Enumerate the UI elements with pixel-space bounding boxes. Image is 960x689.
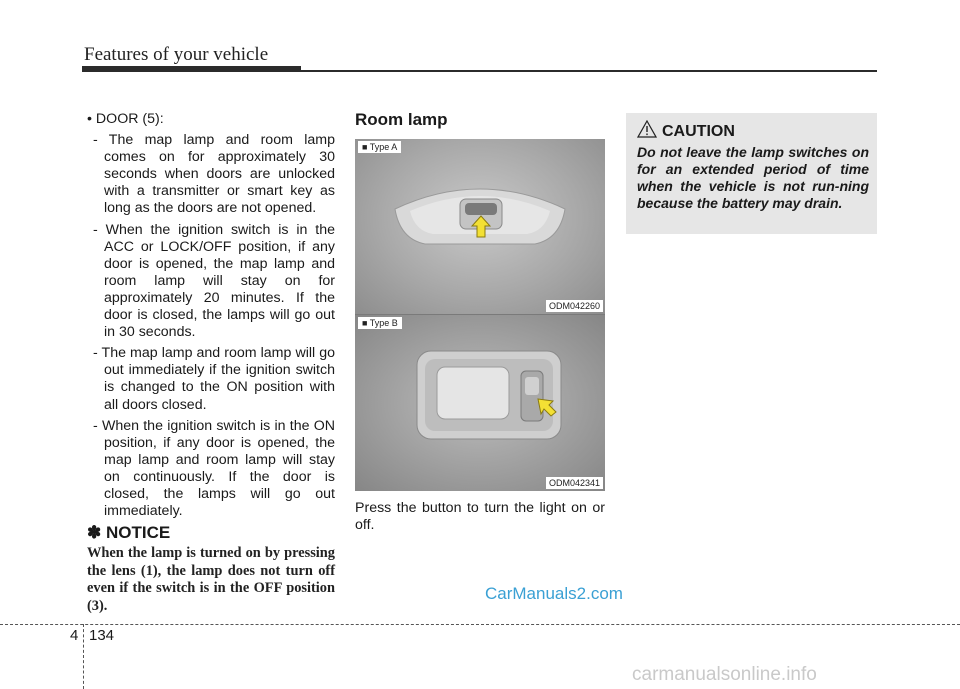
notice-body: When the lamp is turned on by pressing the lens (1), the lamp does not turn off even if the switch is in the OFF position (3). — [87, 545, 335, 614]
room-lamp-body: Press the button to turn the light on or off. — [355, 500, 605, 533]
page-number: 134 — [89, 627, 115, 644]
header-rule — [82, 70, 877, 72]
caution-body: Do not leave the lamp switches on for an extended period of time when the vehicle is not run-ning because the battery may drain. — [637, 144, 869, 211]
figure-b-code: ODM042341 — [546, 477, 603, 489]
room-lamp-title: Room lamp — [355, 110, 448, 129]
warning-triangle-icon — [637, 120, 657, 138]
figure-a-code: ODM042260 — [546, 300, 603, 312]
notice-title: ✽ NOTICE — [87, 523, 171, 542]
site-watermark: carmanualsonline.info — [632, 664, 817, 685]
room-lamp-type-a-illustration — [355, 139, 605, 314]
door-section — [87, 111, 335, 524]
footer-divider — [83, 624, 84, 689]
figure-type-a — [355, 139, 605, 314]
watermark: CarManuals2.com — [485, 584, 623, 603]
chapter-number: 4 — [70, 627, 79, 644]
door-item-2: - When the ignition switch is in the ACC or LOCK/OFF position, if any door is opened, the map lamp and room lamp will stay on for approximately 20 minutes. If the door is closed, the lamps will go out in 30 seconds. — [93, 221, 335, 341]
door-item-4: - When the ignition switch is in the ON position, if any door is opened, the map lamp and room lamp will stay on continuously. If the door is closed, the lamps will go out immediately. — [93, 417, 335, 520]
figure-b-tag: ■ Type B — [358, 317, 402, 329]
caution-title: CAUTION — [662, 123, 735, 140]
header-title: Features of your vehicle — [84, 44, 269, 65]
door-heading: • DOOR (5): — [87, 111, 164, 127]
room-lamp-type-b-illustration — [355, 315, 605, 491]
footer-rule — [0, 624, 960, 625]
door-item-1: - The map lamp and room lamp comes on for approximately 30 seconds when doors are unlocked with a transmitter or smart key as long as the doors are not opened. — [93, 132, 335, 217]
figure-a-tag: ■ Type A — [358, 141, 401, 153]
figure-type-b — [355, 314, 605, 491]
door-item-3: - The map lamp and room lamp will go out immediately if the ignition switch is changed to the ON position with all doors closed. — [93, 345, 335, 413]
caution-box — [626, 113, 877, 234]
